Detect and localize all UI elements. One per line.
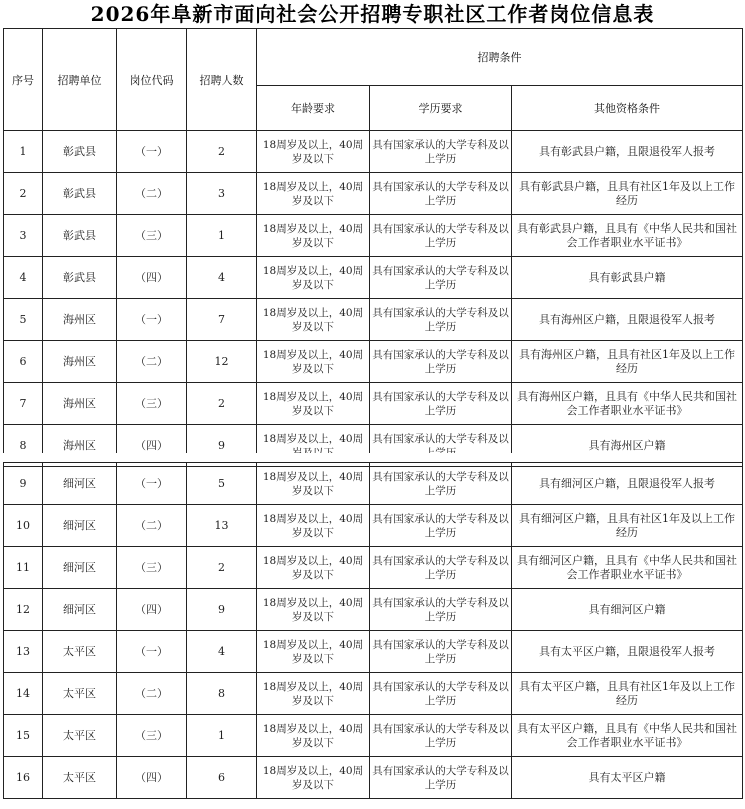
header-conditions: 招聘条件 (257, 29, 743, 86)
cell-count: 6 (187, 757, 257, 799)
table-row (4, 383, 743, 425)
cell-seq: 16 (4, 757, 43, 799)
cell-unit: 太平区 (43, 715, 117, 757)
cell-code: （一） (117, 631, 187, 673)
cell-edu: 具有国家承认的大学专科及以上学历 (370, 673, 512, 715)
header-seq: 序号 (4, 29, 43, 131)
cell-unit: 彰武县 (43, 173, 117, 215)
cell-edu: 具有国家承认的大学专科及以上学历 (370, 257, 512, 299)
cell-seq: 11 (4, 547, 43, 589)
cell-age: 18周岁及以上，40周岁及以下 (257, 173, 370, 215)
page-title: 2026年阜新市面向社会公开招聘专职社区工作者岗位信息表 (90, 2, 655, 26)
cell-unit: 彰武县 (43, 257, 117, 299)
cell-age: 18周岁及以上，40周岁及以下 (257, 215, 370, 257)
cell-unit: 细河区 (43, 463, 117, 505)
cell-count: 2 (187, 547, 257, 589)
cell-other: 具有彰武县户籍，且具有社区1年及以上工作经历 (512, 173, 743, 215)
table-row (4, 505, 743, 547)
cell-edu: 具有国家承认的大学专科及以上学历 (370, 131, 512, 173)
table-row (4, 131, 743, 173)
cell-code: （四） (117, 257, 187, 299)
cell-seq: 7 (4, 383, 43, 425)
cell-edu: 具有国家承认的大学专科及以上学历 (370, 299, 512, 341)
table-row (4, 341, 743, 383)
cell-seq: 8 (4, 425, 43, 467)
cell-code: （四） (117, 589, 187, 631)
cell-unit: 海州区 (43, 425, 117, 467)
cell-age: 18周岁及以上，40周岁及以下 (257, 673, 370, 715)
cell-edu: 具有国家承认的大学专科及以上学历 (370, 505, 512, 547)
cell-code: （四） (117, 757, 187, 799)
header-code: 岗位代码 (117, 29, 187, 131)
cell-count: 3 (187, 173, 257, 215)
cell-code: （三） (117, 215, 187, 257)
cell-unit: 细河区 (43, 589, 117, 631)
cell-age: 18周岁及以上，40周岁及以下 (257, 131, 370, 173)
cell-age: 18周岁及以上，40周岁及以下 (257, 257, 370, 299)
cell-other: 具有细河区户籍，且具有社区1年及以上工作经历 (512, 505, 743, 547)
cell-unit: 太平区 (43, 631, 117, 673)
cell-other: 具有海州区户籍 (512, 425, 743, 467)
cell-age: 18周岁及以上，40周岁及以下 (257, 463, 370, 505)
table-row (4, 463, 743, 505)
cell-seq: 14 (4, 673, 43, 715)
cell-other: 具有彰武县户籍，且限退役军人报考 (512, 131, 743, 173)
cell-seq: 6 (4, 341, 43, 383)
cell-age: 18周岁及以上，40周岁及以下 (257, 299, 370, 341)
positions-table-part-2 (3, 462, 743, 799)
header-count: 招聘人数 (187, 29, 257, 131)
table-body-2 (4, 463, 743, 799)
cell-unit: 细河区 (43, 547, 117, 589)
header-other: 其他资格条件 (512, 86, 743, 131)
cell-other: 具有细河区户籍 (512, 589, 743, 631)
cell-seq: 4 (4, 257, 43, 299)
cell-code: （二） (117, 173, 187, 215)
table-row (4, 257, 743, 299)
table-row (4, 631, 743, 673)
cell-count: 2 (187, 131, 257, 173)
cell-unit: 海州区 (43, 341, 117, 383)
cell-edu: 具有国家承认的大学专科及以上学历 (370, 383, 512, 425)
cell-edu: 具有国家承认的大学专科及以上学历 (370, 463, 512, 505)
cell-code: （三） (117, 547, 187, 589)
cell-count: 7 (187, 299, 257, 341)
cell-age: 18周岁及以上，40周岁及以下 (257, 589, 370, 631)
cell-count: 5 (187, 463, 257, 505)
cell-age: 18周岁及以上，40周岁及以下 (257, 631, 370, 673)
cell-count: 1 (187, 215, 257, 257)
cell-other: 具有细河区户籍，且具有《中华人民共和国社会工作者职业水平证书》 (512, 547, 743, 589)
table-row (4, 547, 743, 589)
cell-other: 具有彰武县户籍 (512, 257, 743, 299)
cell-code: （四） (117, 425, 187, 467)
positions-table-part-1 (3, 28, 743, 467)
cell-edu: 具有国家承认的大学专科及以上学历 (370, 173, 512, 215)
cell-other: 具有太平区户籍，且限退役军人报考 (512, 631, 743, 673)
cell-age: 18周岁及以上，40周岁及以下 (257, 383, 370, 425)
cell-unit: 彰武县 (43, 215, 117, 257)
cell-edu: 具有国家承认的大学专科及以上学历 (370, 547, 512, 589)
cell-seq: 12 (4, 589, 43, 631)
cell-other: 具有海州区户籍，且限退役军人报考 (512, 299, 743, 341)
cell-unit: 细河区 (43, 505, 117, 547)
cell-age: 18周岁及以上，40周岁及以下 (257, 505, 370, 547)
cell-code: （二） (117, 341, 187, 383)
cell-unit: 彰武县 (43, 131, 117, 173)
cell-age: 18周岁及以上，40周岁及以下 (257, 341, 370, 383)
table-row (4, 757, 743, 799)
cell-age: 18周岁及以上，40周岁及以下 (257, 757, 370, 799)
cell-code: （三） (117, 715, 187, 757)
cell-edu: 具有国家承认的大学专科及以上学历 (370, 341, 512, 383)
page-break-gap (3, 453, 742, 462)
cell-count: 4 (187, 257, 257, 299)
cell-code: （一） (117, 131, 187, 173)
table-body-1 (4, 131, 743, 467)
cell-other: 具有海州区户籍，且具有《中华人民共和国社会工作者职业水平证书》 (512, 383, 743, 425)
cell-count: 12 (187, 341, 257, 383)
cell-edu: 具有国家承认的大学专科及以上学历 (370, 589, 512, 631)
cell-unit: 太平区 (43, 673, 117, 715)
cell-count: 9 (187, 425, 257, 467)
cell-other: 具有太平区户籍，且具有《中华人民共和国社会工作者职业水平证书》 (512, 715, 743, 757)
cell-code: （二） (117, 505, 187, 547)
cell-count: 4 (187, 631, 257, 673)
cell-seq: 10 (4, 505, 43, 547)
cell-count: 13 (187, 505, 257, 547)
cell-code: （一） (117, 463, 187, 505)
cell-seq: 1 (4, 131, 43, 173)
cell-seq: 13 (4, 631, 43, 673)
cell-age: 18周岁及以上，40周岁及以下 (257, 715, 370, 757)
cell-other: 具有细河区户籍，且限退役军人报考 (512, 463, 743, 505)
table-row (4, 673, 743, 715)
cell-edu: 具有国家承认的大学专科及以上学历 (370, 215, 512, 257)
cell-seq: 3 (4, 215, 43, 257)
cell-age: 18周岁及以上，40周 (257, 425, 370, 467)
cell-count: 9 (187, 589, 257, 631)
table-row (4, 715, 743, 757)
cell-edu: 具有国家承认的大学专科及以上学历 (370, 757, 512, 799)
cell-seq: 2 (4, 173, 43, 215)
cell-unit: 太平区 (43, 757, 117, 799)
cell-other: 具有太平区户籍 (512, 757, 743, 799)
table-row (4, 589, 743, 631)
cell-unit: 海州区 (43, 383, 117, 425)
cell-age: 18周岁及以上，40周岁及以下 (257, 547, 370, 589)
cell-count: 1 (187, 715, 257, 757)
table-row (4, 215, 743, 257)
cell-unit: 海州区 (43, 299, 117, 341)
cell-seq: 15 (4, 715, 43, 757)
header-age: 年龄要求 (257, 86, 370, 131)
table-row (4, 173, 743, 215)
cell-edu: 具有国家承认的大学专科及以 (370, 425, 512, 467)
cell-code: （三） (117, 383, 187, 425)
cell-count: 8 (187, 673, 257, 715)
cell-code: （一） (117, 299, 187, 341)
header-unit: 招聘单位 (43, 29, 117, 131)
table-row (4, 299, 743, 341)
cell-seq: 5 (4, 299, 43, 341)
cell-other: 具有彰武县户籍，且具有《中华人民共和国社会工作者职业水平证书》 (512, 215, 743, 257)
header-edu: 学历要求 (370, 86, 512, 131)
cell-edu: 具有国家承认的大学专科及以上学历 (370, 631, 512, 673)
cell-other: 具有海州区户籍，且具有社区1年及以上工作经历 (512, 341, 743, 383)
cell-count: 2 (187, 383, 257, 425)
cell-other: 具有太平区户籍，且具有社区1年及以上工作经历 (512, 673, 743, 715)
cell-code: （二） (117, 673, 187, 715)
cell-seq: 9 (4, 463, 43, 505)
cell-edu: 具有国家承认的大学专科及以上学历 (370, 715, 512, 757)
